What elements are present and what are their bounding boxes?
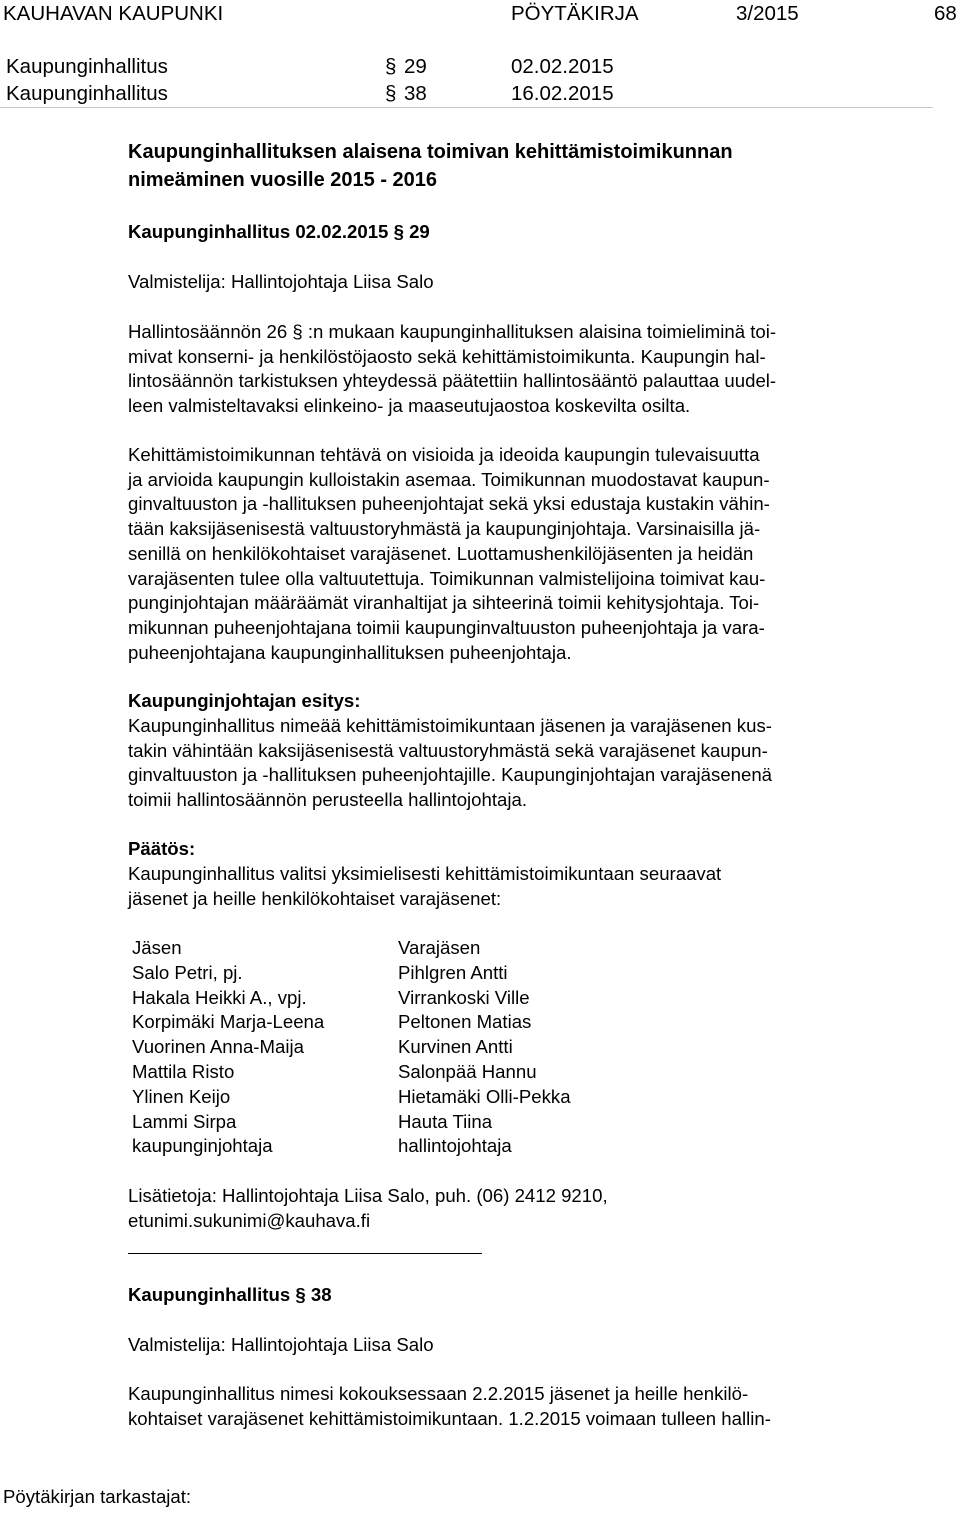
item1-heading-text: Kaupunginhallitus 02.02.2015	[128, 221, 389, 242]
text-line: varajäsenten tulee olla valtuutettuja. Toimikunnan valmistelijoina toimivat kau-	[128, 567, 766, 589]
section-icon: §	[385, 82, 397, 105]
member-name: Ylinen Keijo	[132, 1085, 231, 1107]
proposal-text	[128, 714, 772, 813]
org-name: KAUHAVAN KAUPUNKI	[3, 2, 224, 25]
member-name: Salo Petri, pj.	[132, 961, 243, 983]
doc-number: 3/2015	[736, 2, 799, 25]
deputy-name: Hietamäki Olli-Pekka	[398, 1085, 571, 1107]
text-line: Lisätietoja: Hallintojohtaja Liisa Salo, puh. (06) 2412 9210,	[128, 1185, 608, 1206]
item1-heading	[128, 220, 430, 245]
deputy-name: Kurvinen Antti	[398, 1036, 513, 1058]
item2-heading-number: 38	[310, 1284, 332, 1305]
section-icon: §	[393, 221, 404, 242]
meeting-date: 16.02.2015	[511, 82, 614, 105]
text-line: Kehittämistoimikunnan tehtävä on visioida ja ideoida kaupungin tulevaisuutta	[128, 444, 760, 465]
inspectors-label: Pöytäkirjan tarkastajat:	[3, 1486, 192, 1507]
meeting-number: 38	[404, 82, 427, 105]
proposal-heading: Kaupunginjohtajan esitys:	[128, 690, 361, 711]
section-icon: §	[385, 55, 397, 78]
members-column-header: Jäsen	[132, 937, 182, 958]
text-line: Kaupunginhallitus nimesi kokouksessaan 2.2.2015 jäsenet ja heille henkilö-	[128, 1383, 749, 1404]
deputy-name: Hauta Tiina	[398, 1110, 493, 1132]
deputy-name: Salonpää Hannu	[398, 1060, 537, 1082]
meeting-body: Kaupunginhallitus	[6, 82, 168, 105]
member-name: kaupunginjohtaja	[132, 1135, 273, 1157]
text-line: Kaupunginhallitus nimeää kehittämistoimikuntaan jäsenen ja varajäsenen kus-	[128, 715, 772, 736]
members-column	[132, 936, 324, 1159]
deputy-name: hallintojohtaja	[398, 1135, 512, 1157]
meeting-date: 02.02.2015	[511, 55, 614, 78]
member-name: Korpimäki Marja-Leena	[132, 1011, 325, 1033]
item2-heading-text: Kaupunginhallitus	[128, 1284, 291, 1305]
text-line: tään kaksijäsenisestä valtuustoryhmästä ja kaupunginjohtaja. Varsinaisilla jä-	[128, 518, 761, 540]
deputy-name: Peltonen Matias	[398, 1011, 532, 1033]
text-line: ginvaltuuston ja -hallituksen puheenjohtajat sekä yksi edustaja kustakin vähin-	[128, 493, 770, 515]
text-line: ja arvioida kaupungin kulloistakin asemaa. Toimikunnan muodostavat kaupun-	[128, 468, 770, 490]
text-line: takin vähintään kaksijäsenisestä valtuustoryhmästä sekä varajäsenet kaupun-	[128, 739, 768, 761]
item1-paragraph-2	[128, 443, 770, 665]
item1-paragraph-1	[128, 320, 776, 419]
member-name: Vuorinen Anna-Maija	[132, 1036, 304, 1058]
item2-preparer: Valmistelija: Hallintojohtaja Liisa Salo	[128, 1334, 434, 1355]
item1-heading-number: 29	[409, 221, 430, 242]
deputy-name: Virrankoski Ville	[398, 986, 530, 1008]
contact-info	[128, 1184, 608, 1233]
text-line: lintosäännön tarkistuksen yhteydessä päätettiin hallintosääntö palauttaa uudel-	[128, 370, 777, 392]
text-line: mikunnan puheenjohtajana toimii kaupunginvaltuuston puheenjohtaja ja vara-	[128, 616, 765, 638]
text-line: Hallintosäännön 26 § :n mukaan kaupunginhallituksen alaisina toimieliminä toi-	[128, 321, 777, 342]
section-icon: §	[295, 1284, 306, 1305]
deputy-name: Pihlgren Antti	[398, 961, 508, 983]
item1-preparer: Valmistelija: Hallintojohtaja Liisa Salo	[128, 271, 434, 292]
meeting-number: 29	[404, 55, 427, 78]
text-line: senillä on henkilökohtaiset varajäsenet. Luottamushenkilöjäsenten ja heidän	[128, 542, 754, 564]
member-name: Hakala Heikki A., vpj.	[132, 986, 307, 1008]
member-name: Lammi Sirpa	[132, 1110, 237, 1132]
decision-text	[128, 862, 721, 911]
member-name: Mattila Risto	[132, 1060, 235, 1082]
doc-type: PÖYTÄKIRJA	[511, 2, 639, 25]
item2-heading	[128, 1283, 332, 1308]
deputies-column-header: Varajäsen	[398, 937, 481, 958]
text-line: mivat konserni- ja henkilöstöjaosto sekä kehittämistoimikunta. Kaupungin hal-	[128, 345, 766, 367]
email-text: etunimi.sukunimi@kauhava.fi	[128, 1209, 371, 1231]
deputies-column	[398, 936, 571, 1159]
title-line: nimeäminen vuosille 2015 - 2016	[128, 169, 438, 191]
header-divider	[0, 107, 933, 108]
text-line: ginvaltuuston ja -hallituksen puheenjohtajille. Kaupunginjohtajan varajäsenenä	[128, 764, 773, 786]
text-line: toimii hallintosäännön perusteella hallintojohtaja.	[128, 789, 527, 811]
page-number: 68	[934, 2, 957, 25]
meeting-body: Kaupunginhallitus	[6, 55, 168, 78]
decision-heading: Päätös:	[128, 838, 196, 859]
title-line: Kaupunginhallituksen alaisena toimivan kehittämistoimikunnan	[128, 141, 733, 163]
text-line: leen valmisteltavaksi elinkeino- ja maaseutujaostoa koskevilta osilta.	[128, 395, 691, 417]
text-line: jäsenet ja heille henkilökohtaiset varajäsenet:	[128, 887, 502, 909]
text-line: Kaupunginhallitus valitsi yksimielisesti kehittämistoimikuntaan seuraavat	[128, 863, 722, 884]
item-separator	[128, 1253, 482, 1254]
item2-paragraph-1	[128, 1382, 771, 1431]
text-line: puheenjohtajana kaupunginhallituksen puheenjohtaja.	[128, 641, 572, 663]
text-line: kohtaiset varajäsenet kehittämistoimikuntaan. 1.2.2015 voimaan tulleen hallin-	[128, 1407, 771, 1429]
text-line: punginjohtajan määräämät viranhaltijat ja sihteerinä toimii kehitysjohtaja. Toi-	[128, 592, 760, 614]
